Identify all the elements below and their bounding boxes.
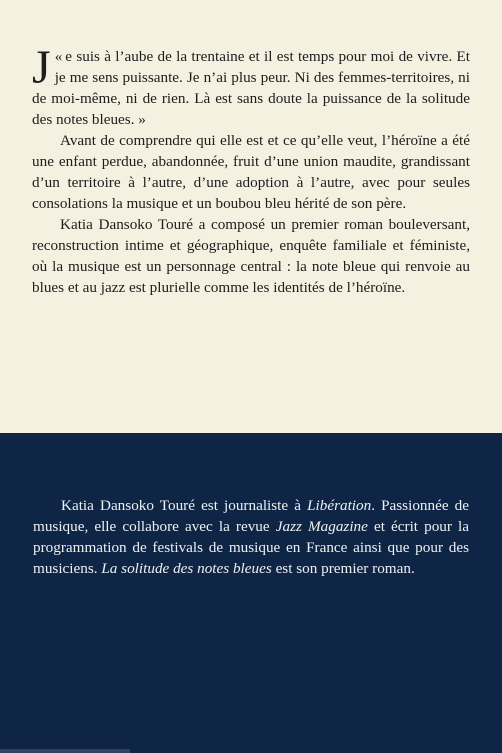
newspaper-name: Libération xyxy=(307,497,372,514)
bottom-edge-mark xyxy=(0,749,130,753)
book-title: La solitude des notes bleues xyxy=(101,560,272,577)
synopsis-paragraph-3: Katia Dansoko Touré a composé un premier roman bouleversant, reconstruction intime et géographique, enquête familiale et féministe, où la musique est un personnage central : la note bleue qui renvoie au blues et au jazz est plurielle comme les identités de l’héroïne. xyxy=(32,216,470,296)
author-bio-text xyxy=(33,495,469,579)
drop-cap: J xyxy=(32,41,51,94)
synopsis-text xyxy=(32,41,470,298)
author-bio-paragraph xyxy=(33,495,469,579)
opening-quote-mark: « xyxy=(54,48,63,65)
bio-part-2: . Passionnée de musique, elle collabore avec la revue xyxy=(33,497,469,535)
bio-part-4: est son premier roman. xyxy=(271,560,415,577)
opening-quote-text: e suis à l’aube de la trentaine et il est temps pour moi de vivre. Et je me sens puissante. Je n’ai plus peur. Ni des femmes-territoires, ni de moi-même, ni de rien. Là est sans doute la puissance de la solitude des notes bleues. » xyxy=(32,48,470,128)
author-bio-panel xyxy=(0,433,502,753)
bio-part-1: Katia Dansoko Touré est journaliste à xyxy=(61,497,308,514)
magazine-name: Jazz Magazine xyxy=(275,518,368,535)
bio-part-3: et écrit pour la programmation de festivals de musique en France ainsi que pour des musiciens. xyxy=(33,518,469,577)
opening-quote xyxy=(32,41,470,130)
synopsis-paragraph-2: Avant de comprendre qui elle est et ce qu’elle veut, l’héroïne a été une enfant perdue, abandonnée, fruit d’une union maudite, grandissant d’un territoire à l’autre, d’une adoption à l’autre, avec pour seules consolations la musique et un boubou bleu hérité de son père. xyxy=(32,132,470,212)
